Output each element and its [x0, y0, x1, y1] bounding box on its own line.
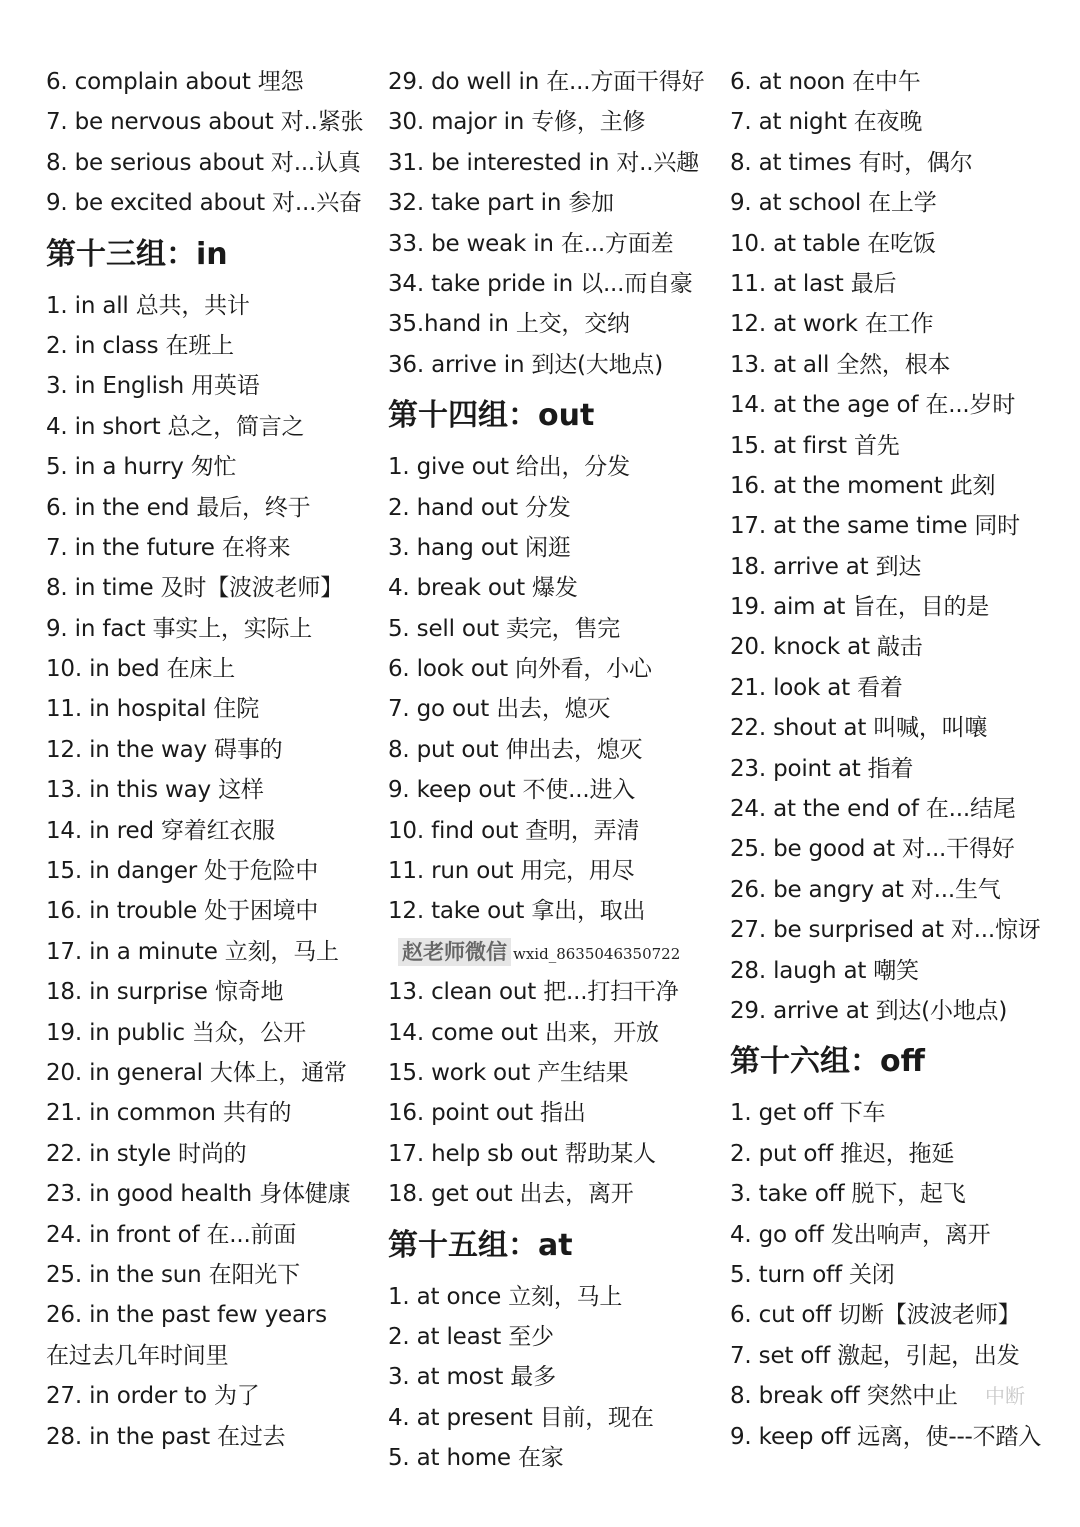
phrase-item: 2. at least 至少	[388, 1323, 554, 1350]
phrase-item: 26. in the past few years	[46, 1302, 327, 1329]
phrase-item: 22. in style 时尚的	[46, 1140, 247, 1167]
phrase-item: 10. find out 查明，弄清	[388, 817, 640, 844]
phrase-item: 20. in general 大体上，通常	[46, 1059, 347, 1086]
phrase-item: 3. in English 用英语	[46, 373, 260, 400]
phrase-item: 6. cut off 切断【波波老师】	[730, 1302, 1021, 1329]
phrase-item: 14. at the age of 在...岁时	[730, 392, 1016, 419]
phrase-item: 34. take pride in 以...而自豪	[388, 270, 693, 297]
phrase-item: 24. at the end of 在...结尾	[730, 796, 1016, 823]
phrase-item: 32. take part in 参加	[388, 190, 614, 217]
phrase-item: 21. in common 共有的	[46, 1100, 292, 1127]
phrase-item: 35.hand in 上交，交纳	[388, 311, 630, 338]
phrase-item: 9. at school 在上学	[730, 190, 937, 217]
phrase-item: 10. in bed 在床上	[46, 656, 236, 683]
group-heading: 第十六组：off	[730, 1044, 925, 1080]
column-2	[388, 62, 718, 1479]
phrase-item: 5. in a hurry 匆忙	[46, 454, 237, 481]
phrase-item: 5. turn off 关闭	[730, 1261, 895, 1288]
phrase-item: 11. at last 最后	[730, 270, 897, 297]
phrase-item: 29. arrive at 到达(小地点)	[730, 997, 1008, 1024]
phrase-item: 18. in surprise 惊奇地	[46, 979, 284, 1006]
phrase-item: 5. at home 在家	[388, 1445, 564, 1472]
phrase-item: 16. in trouble 处于困境中	[46, 898, 319, 925]
column-3	[730, 62, 1075, 1457]
phrase-item: 27. in order to 为了	[46, 1383, 260, 1410]
phrase-item: 10. at table 在吃饭	[730, 230, 936, 257]
phrase-item: 13. at all 全然，根本	[730, 351, 951, 378]
phrase-item: 31. be interested in 对..兴趣	[388, 149, 699, 176]
phrase-item: 15. at first 首先	[730, 432, 900, 459]
phrase-item: 1. get off 下车	[730, 1100, 886, 1127]
phrase-item: 15. in danger 处于危险中	[46, 858, 319, 885]
phrase-item: 9. be excited about 对...兴奋	[46, 190, 362, 217]
phrase-item: 33. be weak in 在...方面差	[388, 230, 674, 257]
phrase-item: 27. be surprised at 对...惊讶	[730, 917, 1041, 944]
phrase-item: 17. in a minute 立刻，马上	[46, 938, 339, 965]
phrase-item: 7. at night 在夜晚	[730, 109, 923, 136]
corner-watermark: 中断	[985, 1384, 1025, 1408]
watermark-label: 赵老师微信	[398, 938, 511, 966]
phrase-item: 29. do well in 在...方面干得好	[388, 69, 705, 95]
phrase-item: 3. take off 脱下，起飞	[730, 1181, 966, 1208]
phrase-item: 7. be nervous about 对..紧张	[46, 109, 364, 136]
phrase-item: 6. complain about 埋怨	[46, 69, 304, 95]
phrase-item: 6. in the end 最后，终于	[46, 494, 311, 521]
phrase-item: 19. aim at 旨在，目的是	[730, 594, 990, 621]
phrase-item: 8. be serious about 对...认真	[46, 149, 361, 176]
phrase-item: 1. in all 总共，共计	[46, 292, 250, 319]
phrase-item: 在过去几年时间里	[46, 1342, 229, 1369]
phrase-item: 15. work out 产生结果	[388, 1059, 629, 1086]
phrase-item: 28. laugh at 嘲笑	[730, 957, 919, 984]
group-heading: 第十五组：at	[388, 1227, 573, 1263]
phrase-item: 30. major in 专修，主修	[388, 109, 646, 136]
phrase-item: 8. in time 及时【波波老师】	[46, 575, 344, 602]
phrase-item: 18. get out 出去，离开	[388, 1181, 634, 1208]
phrase-item: 2. in class 在班上	[46, 332, 234, 359]
column-1	[46, 62, 376, 1457]
phrase-item: 28. in the past 在过去	[46, 1423, 286, 1450]
phrase-item: 13. clean out 把...打扫干净	[388, 979, 679, 1006]
phrase-item: 36. arrive in 到达(大地点)	[388, 351, 663, 378]
phrase-item: 6. look out 向外看，小心	[388, 656, 652, 683]
phrase-item: 11. run out 用完，用尽	[388, 858, 635, 885]
phrase-item: 8. put out 伸出去，熄灭	[388, 736, 643, 763]
phrase-item: 8. at times 有时，偶尔	[730, 149, 973, 176]
phrase-item: 20. knock at 敲击	[730, 634, 923, 661]
phrase-item: 26. be angry at 对...生气	[730, 876, 1001, 903]
phrase-item: 16. at the moment 此刻	[730, 472, 996, 499]
phrase-item: 14. in red 穿着红衣服	[46, 817, 275, 844]
phrase-item: 4. at present 目前，现在	[388, 1404, 654, 1431]
phrase-item: 7. set off 激起，引起，出发	[730, 1342, 1020, 1369]
phrase-item: 25. in the sun 在阳光下	[46, 1261, 300, 1288]
phrase-item: 4. go off 发出响声，离开	[730, 1221, 991, 1248]
watermark-wechat	[388, 932, 718, 972]
phrase-item: 4. in short 总之，简言之	[46, 413, 305, 440]
phrase-item: 21. look at 看着	[730, 674, 903, 701]
watermark-id: wxid_8635046350722	[513, 944, 681, 963]
phrase-item: 9. keep out 不使...进入	[388, 777, 636, 804]
phrase-item: 4. break out 爆发	[388, 575, 578, 602]
phrase-item: 3. at most 最多	[388, 1364, 556, 1391]
phrase-item: 12. in the way 碍事的	[46, 736, 283, 763]
phrase-item: 9. in fact 事实上，实际上	[46, 615, 313, 642]
phrase-item: 1. at once 立刻，马上	[388, 1283, 623, 1310]
phrase-item: 14. come out 出来，开放	[388, 1019, 659, 1046]
phrase-item: 23. point at 指着	[730, 755, 914, 782]
phrase-item: 2. hand out 分发	[388, 494, 571, 521]
group-heading: 第十三组：in	[46, 236, 228, 272]
phrase-item: 3. hang out 闲逛	[388, 534, 571, 561]
phrase-item: 13. in this way 这样	[46, 777, 264, 804]
phrase-item: 2. put off 推迟，拖延	[730, 1140, 955, 1167]
phrase-item: 18. arrive at 到达	[730, 553, 922, 580]
phrase-item: 8. break off 突然中止	[730, 1383, 958, 1410]
phrase-item: 6. at noon 在中午	[730, 69, 921, 95]
phrase-item: 12. take out 拿出，取出	[388, 898, 646, 925]
phrase-item: 17. at the same time 同时	[730, 513, 1020, 540]
phrase-item: 19. in public 当众，公开	[46, 1019, 306, 1046]
phrase-item: 9. keep off 远离，使---不踏入	[730, 1423, 1042, 1450]
phrase-item: 17. help sb out 帮助某人	[388, 1140, 656, 1167]
phrase-item: 12. at work 在工作	[730, 311, 934, 338]
phrase-item: 25. be good at 对...干得好	[730, 836, 1015, 863]
phrase-item: 16. point out 指出	[388, 1100, 586, 1127]
phrase-item: 5. sell out 卖完，售完	[388, 615, 621, 642]
phrase-item: 22. shout at 叫喊，叫嚷	[730, 715, 988, 742]
phrase-item: 7. in the future 在将来	[46, 534, 291, 561]
phrase-item: 7. go out 出去，熄灭	[388, 696, 611, 723]
phrase-item: 11. in hospital 住院	[46, 696, 260, 723]
phrase-item: 23. in good health 身体健康	[46, 1181, 351, 1208]
phrase-item: 1. give out 给出，分发	[388, 454, 630, 481]
group-heading: 第十四组：out	[388, 398, 595, 434]
phrase-item: 24. in front of 在...前面	[46, 1221, 297, 1248]
